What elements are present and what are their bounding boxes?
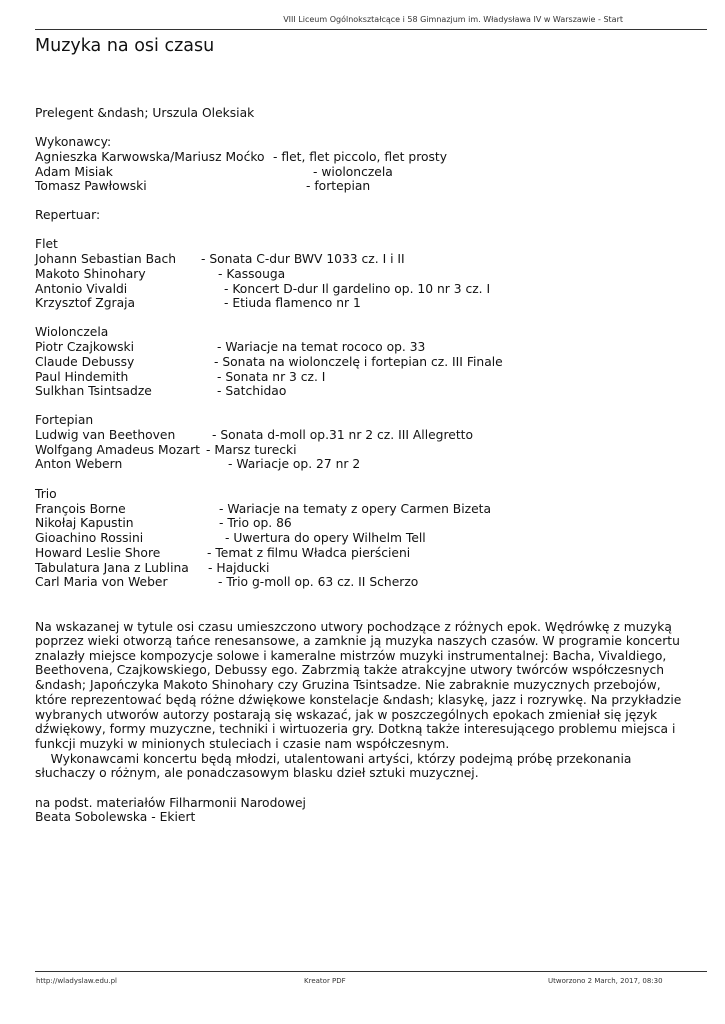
performer-name: Adam Misiak [35, 165, 113, 179]
composer: Johann Sebastian Bach [35, 252, 177, 266]
page-header: VIII Liceum Ogólnokształcące i 58 Gimnazjum im. Władysława IV w Warszawie - Start [283, 15, 623, 24]
paragraph-line: znalazły miejsce kompozycje solowe i kameralne mistrzów muzyki instrumentalnej: Bacha, Vivaldiego, [35, 649, 667, 663]
footer-created: Utworzono 2 March, 2017, 08:30 [548, 977, 663, 985]
section-heading: Fortepian [35, 413, 94, 427]
work: - Trio op. 86 [219, 516, 292, 530]
work: - Sonata C-dur BWV 1033 cz. I i II [201, 252, 405, 266]
composer: François Borne [35, 502, 126, 516]
header-divider [35, 29, 707, 30]
work: - Sonata nr 3 cz. I [217, 370, 326, 384]
composer: Anton Webern [35, 457, 123, 471]
paragraph-line: dźwiękowy, formy muzyczne, techniki i wirtuozeria gry. Dotkną także interesującego problemu miejsca i [35, 722, 676, 736]
source-line: Beata Sobolewska - Ekiert [35, 810, 196, 824]
section-heading: Wiolonczela [35, 325, 109, 339]
section-heading: Trio [35, 487, 57, 501]
paragraph-line: Wykonawcami koncertu będą młodzi, utalentowani artyści, którzy podejmą próbę przekonania [35, 752, 632, 766]
composer: Nikołaj Kapustin [35, 516, 134, 530]
paragraph-line: Na wskazanej w tytule osi czasu umieszczono utwory pochodzące z różnych epok. Wędrówkę z muzyką [35, 620, 672, 634]
paragraph-line: które reprezentować będą różne dźwiękowe konstelacje &ndash; klasykę, jazz i rozrywkę. Na przykładzie [35, 693, 682, 707]
composer: Howard Leslie Shore [35, 546, 161, 560]
work: - Hajducki [208, 561, 270, 575]
section-heading: Flet [35, 237, 58, 251]
work: - Wariacje na tematy z opery Carmen Bizeta [219, 502, 491, 516]
paragraph-line: funkcji muzyki w minionych stuleciach i czasie nam współczesnym. [35, 737, 450, 751]
work: - Temat z filmu Władca pierścieni [207, 546, 411, 560]
composer: Paul Hindemith [35, 370, 129, 384]
work: - Sonata na wiolonczelę i fortepian cz. III Finale [214, 355, 503, 369]
prelegent-line: Prelegent &ndash; Urszula Oleksiak [35, 106, 255, 120]
paragraph-line: wybranych utworów autorzy postarają się wskazać, jak w poszczególnych epokach zmieniał się język [35, 708, 658, 722]
performers-heading: Wykonawcy: [35, 135, 112, 149]
composer: Antonio Vivaldi [35, 282, 128, 296]
paragraph-line: słuchaczy o różnym, ale ponadczasowym blasku dzieł sztuki muzycznej. [35, 766, 479, 780]
work: - Wariacje op. 27 nr 2 [228, 457, 361, 471]
source-line: na podst. materiałów Filharmonii Narodowej [35, 796, 306, 810]
work: - Trio g-moll op. 63 cz. II Scherzo [218, 575, 419, 589]
work: - Etiuda flamenco nr 1 [224, 296, 361, 310]
paragraph-line: &ndash; Japończyka Makoto Shinohary czy Gruzina Tsintsadze. Nie zabraknie muzycznych przebojów, [35, 678, 661, 692]
work: - Uwertura do opery Wilhelm Tell [225, 531, 426, 545]
composer: Tabulatura Jana z Lublina [35, 561, 189, 575]
paragraph-line: Beethovena, Czajkowskiego, Debussy ego. Zabrzmią także atrakcyjne utwory twórców współczesnych [35, 663, 665, 677]
work: - Kassouga [218, 267, 286, 281]
composer: Sulkhan Tsintsadze [35, 384, 152, 398]
composer: Carl Maria von Weber [35, 575, 168, 589]
performer-role: - fortepian [306, 179, 371, 193]
composer: Krzysztof Zgraja [35, 296, 136, 310]
work: - Satchidao [217, 384, 287, 398]
work: - Sonata d-moll op.31 nr 2 cz. III Allegretto [212, 428, 473, 442]
repertoire-heading: Repertuar: [35, 208, 101, 222]
footer-url[interactable]: http://wladyslaw.edu.pl [36, 977, 117, 985]
performer-role: - flet, flet piccolo, flet prosty [273, 150, 448, 164]
composer: Ludwig van Beethoven [35, 428, 176, 442]
paragraph-line: poprzez wieki otworzą tańce renesansowe, a zamknie ją muzyka naszych czasów. W programie koncertu [35, 634, 680, 648]
footer-generator: Kreator PDF [304, 977, 346, 985]
footer-divider [35, 971, 707, 972]
composer: Gioachino Rossini [35, 531, 144, 545]
composer: Claude Debussy [35, 355, 135, 369]
composer: Piotr Czajkowski [35, 340, 135, 354]
page-title: Muzyka na osi czasu [35, 36, 215, 56]
work: - Marsz turecki [206, 443, 297, 457]
performer-name: Tomasz Pawłowski [35, 179, 147, 193]
performer-role: - wiolonczela [313, 165, 393, 179]
work: - Koncert D-dur Il gardelino op. 10 nr 3 cz. I [224, 282, 491, 296]
work: - Wariacje na temat rococo op. 33 [217, 340, 426, 354]
composer: Wolfgang Amadeus Mozart [35, 443, 200, 457]
composer: Makoto Shinohary [35, 267, 146, 281]
performer-name: Agnieszka Karwowska/Mariusz Moćko [35, 150, 265, 164]
